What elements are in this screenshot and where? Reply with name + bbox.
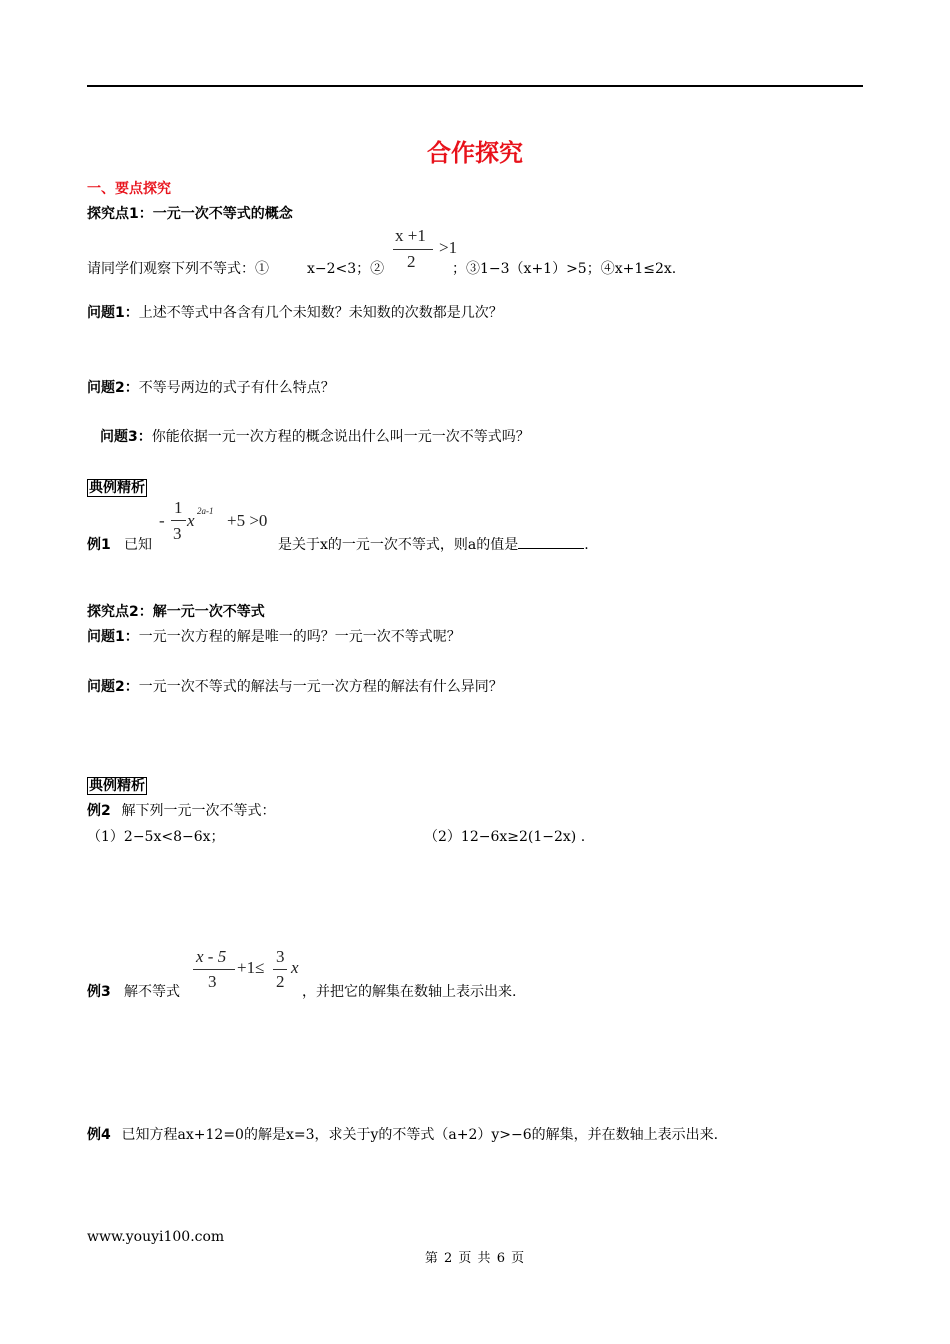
- formula-variable: x: [291, 958, 299, 977]
- example-2-part-b: （2）12−6x≥2(1−2x) .: [424, 829, 586, 845]
- question-label: 问题2：: [87, 679, 139, 695]
- formula-denominator: 2: [276, 972, 285, 991]
- footer-url[interactable]: www.youyi100.com: [87, 1229, 225, 1245]
- point2-question-2: [87, 676, 503, 696]
- question-text: 一元一次方程的解是唯一的吗？一元一次不等式呢？: [138, 629, 461, 645]
- inequality-1: x−2<3；②: [307, 261, 385, 277]
- fraction-bar: [393, 249, 433, 250]
- example-1-label: 例1: [87, 537, 111, 553]
- formula-numerator: x - 5: [196, 947, 227, 966]
- fraction-bar: [171, 520, 186, 521]
- example-3-label: 例3: [87, 984, 111, 1000]
- formula-numerator: 1: [174, 498, 183, 517]
- inequality-rest: ；③1−3（x+1）>5；④x+1≤2x.: [452, 261, 677, 277]
- fraction-bar: [273, 969, 287, 970]
- question-1: [87, 302, 503, 322]
- formula-variable: x: [187, 511, 195, 530]
- example-2-text: 解下列一元一次不等式：: [121, 803, 276, 819]
- formula-denominator: 3: [173, 524, 182, 543]
- formula-tail: +5 >0: [227, 511, 268, 530]
- point2-heading: 探究点2：解一元一次不等式: [87, 604, 265, 620]
- formula-middle: +1≤: [237, 958, 265, 977]
- example-1-lead: 已知: [124, 537, 152, 553]
- formula-minus: -: [159, 511, 165, 530]
- question-text: 你能依据一元一次方程的概念说出什么叫一元一次不等式吗？: [151, 429, 530, 445]
- question-text: 不等号两边的式子有什么特点？: [138, 380, 335, 396]
- question-text: 一元一次不等式的解法与一元一次方程的解法有什么异同？: [138, 679, 503, 695]
- formula-exponent: 2a-1: [197, 506, 214, 516]
- example-4: [87, 1124, 718, 1144]
- example-1-text: 是关于x的一元一次不等式，则a的值是 .: [278, 534, 589, 554]
- example-4-text: 已知方程ax+12=0的解是x=3，求关于y的不等式（a+2）y>−6的解集，并在数轴上表示出来.: [121, 1127, 719, 1143]
- question-2: [87, 377, 335, 397]
- formula-numerator: 3: [276, 947, 285, 966]
- inequality-2-rhs: >1: [439, 238, 458, 257]
- intro-lead: 请同学们观察下列不等式：①: [87, 261, 269, 277]
- examples-label-2: 典例精析: [89, 778, 145, 794]
- question-label: 问题2：: [87, 380, 139, 396]
- point1-heading: 探究点1：一元一次不等式的概念: [87, 206, 293, 222]
- section-heading: 一、要点探究: [87, 181, 171, 197]
- example-3-lead: 解不等式: [124, 984, 180, 1000]
- formula-denominator: 3: [208, 972, 217, 991]
- example-2: [87, 800, 276, 820]
- inequality-2-numerator: x +1: [395, 226, 426, 245]
- example-4-label: 例4: [87, 1127, 111, 1143]
- fraction-bar: [193, 969, 235, 970]
- answer-blank[interactable]: [518, 534, 584, 549]
- question-label: 问题3：: [100, 429, 152, 445]
- question-text: 上述不等式中各含有几个未知数？未知数的次数都是几次？: [138, 305, 503, 321]
- examples-label-1: 典例精析: [89, 480, 145, 496]
- example-2-part-a: （1）2−5x<8−6x；: [87, 829, 225, 845]
- example-3-text: ，并把它的解集在数轴上表示出来.: [302, 984, 517, 1000]
- question-label: 问题1：: [87, 305, 139, 321]
- page-title: 合作探究: [427, 139, 523, 167]
- page-number: 第 2 页 共 6 页: [424, 1251, 526, 1266]
- question-label: 问题1：: [87, 629, 139, 645]
- point2-question-1: [87, 626, 461, 646]
- question-3: [100, 426, 530, 446]
- example-2-label: 例2: [87, 803, 111, 819]
- header-rule: [87, 85, 863, 87]
- inequality-2-denominator: 2: [407, 252, 416, 271]
